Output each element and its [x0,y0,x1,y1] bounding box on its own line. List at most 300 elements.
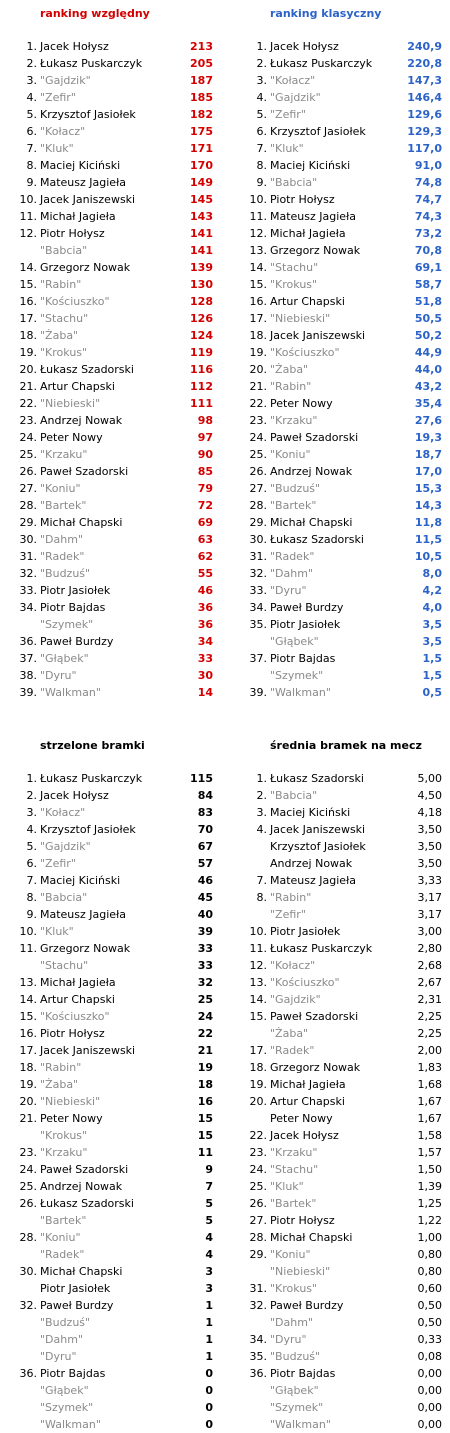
player-name: "Koniu" [40,1231,81,1244]
player-name: Andrzej Nowak [270,465,353,478]
player-name: Grzegorz Nowak [270,244,361,257]
table-row [0,889,225,906]
rank-position: 29. [19,516,37,529]
player-name: Mateusz Jagieła [270,874,356,887]
player-name: "Babcia" [40,244,88,257]
table-row [225,1025,450,1042]
table-title: średnia bramek na mecz [270,739,422,752]
table-row [225,242,450,259]
table-row [225,1246,450,1263]
rank-position: 14. [19,993,37,1006]
table-row [225,1008,450,1025]
player-name: "Babcia" [270,176,318,189]
player-name: Paweł Burdzy [270,601,344,614]
player-score: 74,7 [414,193,442,206]
table-rows [225,770,450,1433]
table-row [225,1314,450,1331]
player-name: Peter Nowy [40,1112,103,1125]
rank-position: 17. [19,1044,37,1057]
rank-position: 15. [249,278,267,291]
rank-position: 16. [249,295,267,308]
player-score: 4 [205,1248,213,1261]
player-name: Piotr Hołysz [270,193,335,206]
table-row [225,446,450,463]
rank-position: 24. [19,431,37,444]
table-row [0,787,225,804]
player-name: "Krzaku" [270,414,318,427]
player-score: 33 [197,959,213,972]
table-row [225,1382,450,1399]
player-score: 170 [190,159,213,172]
player-score: 36 [197,618,213,631]
table-row [0,770,225,787]
table-row [225,480,450,497]
player-name: "Zefir" [270,108,306,121]
player-score: 143 [190,210,213,223]
player-name: "Niebieski" [270,1265,331,1278]
table-row [0,1331,225,1348]
player-name: Piotr Bajdas [270,652,336,665]
rank-position: 11. [19,210,37,223]
table-row [225,906,450,923]
rank-position: 3. [256,74,267,87]
rank-position: 27. [19,482,37,495]
player-score: 4 [205,1231,213,1244]
player-score: 0 [205,1418,213,1431]
player-score: 1,5 [422,652,442,665]
table-row [0,140,225,157]
player-name: Artur Chapski [270,295,345,308]
table-row [225,633,450,650]
player-name: "Rabin" [40,1061,82,1074]
player-score: 0 [205,1384,213,1397]
player-name: "Stachu" [40,312,89,325]
table-row [0,1161,225,1178]
table-row [225,1416,450,1433]
player-score: 1 [205,1333,213,1346]
player-name: Jacek Hołysz [270,40,339,53]
player-name: Mateusz Jagieła [40,908,126,921]
player-score: 46 [197,584,213,597]
player-score: 17,0 [414,465,442,478]
player-name: "Radek" [270,1044,315,1057]
player-name: "Kościuszko" [270,346,340,359]
player-name: "Stachu" [40,959,89,972]
table-row [225,89,450,106]
player-score: 98 [197,414,213,427]
table-row [225,1263,450,1280]
player-score: 34 [197,635,213,648]
player-score: 33 [197,652,213,665]
player-score: 18 [197,1078,213,1091]
player-name: "Dahm" [40,533,84,546]
table-row [0,838,225,855]
rank-position: 18. [249,329,267,342]
player-score: 1,5 [422,669,442,682]
player-score: 3 [205,1282,213,1295]
table-row [0,1195,225,1212]
rank-position: 30. [19,533,37,546]
player-name: "Walkman" [270,686,331,699]
table-rows [225,38,450,701]
table-row [0,327,225,344]
player-score: 1,57 [417,1146,442,1159]
rank-position: 28. [249,1231,267,1244]
rank-position: 20. [249,363,267,376]
rank-position: 6. [26,125,37,138]
rank-position: 14. [249,261,267,274]
table-row [0,429,225,446]
table-row [225,1229,450,1246]
player-name: Piotr Bajdas [40,601,106,614]
table-row [225,259,450,276]
table-row [225,344,450,361]
rank-position: 32. [249,1299,267,1312]
player-score: 18,7 [414,448,442,461]
player-score: 3,50 [417,857,442,870]
player-score: 21 [197,1044,213,1057]
player-score: 1,00 [417,1231,442,1244]
player-score: 74,3 [414,210,442,223]
player-name: Andrzej Nowak [40,414,123,427]
player-name: Mateusz Jagieła [40,176,126,189]
rank-position: 22. [249,397,267,410]
player-name: Krzysztof Jasiołek [270,840,366,853]
player-name: "Żaba" [270,1027,309,1040]
table-row [225,1059,450,1076]
rank-position: 29. [249,516,267,529]
table-row [225,55,450,72]
table-row [0,1144,225,1161]
table-row [0,804,225,821]
table-row [225,1076,450,1093]
player-score: 40 [197,908,213,921]
rank-position: 38. [19,669,37,682]
rank-position: 13. [249,244,267,257]
player-score: 8,0 [422,567,442,580]
rank-position: 33. [249,584,267,597]
player-name: "Babcia" [40,891,88,904]
table-row [225,514,450,531]
rank-position: 7. [26,874,37,887]
player-score: 0,80 [417,1265,442,1278]
player-name: "Zefir" [40,91,76,104]
table-row [0,1416,225,1433]
table-row [0,633,225,650]
table-row [225,174,450,191]
player-name: "Żaba" [40,329,79,342]
player-name: "Zefir" [40,857,76,870]
rank-position: 2. [256,57,267,70]
table-row [225,548,450,565]
player-name: Łukasz Szadorski [270,772,364,785]
table-row [0,1280,225,1297]
table-row [0,242,225,259]
player-name: "Gajdzik" [40,840,91,853]
player-name: Michał Jagieła [270,227,346,240]
table-row [0,1178,225,1195]
table-row [0,174,225,191]
player-name: "Budzuś" [40,1316,91,1329]
table-row [225,1110,450,1127]
rank-position: 19. [249,346,267,359]
player-name: "Dyru" [270,1333,307,1346]
table-row [0,1229,225,1246]
table-row [225,582,450,599]
rank-position: 32. [19,567,37,580]
player-name: "Walkman" [40,686,101,699]
rank-position: 19. [19,346,37,359]
rank-position: 4. [26,823,37,836]
table-row [225,531,450,548]
player-score: 2,68 [417,959,442,972]
table-row [225,225,450,242]
player-score: 35,4 [414,397,442,410]
player-name: Jacek Hołysz [270,1129,339,1142]
player-name: "Walkman" [40,1418,101,1431]
player-name: Peter Nowy [270,1112,333,1125]
player-score: 149 [190,176,213,189]
player-name: "Zefir" [270,908,306,921]
table-row [225,1127,450,1144]
player-score: 0,50 [417,1299,442,1312]
player-name: "Rabin" [40,278,82,291]
rank-position: 17. [249,1044,267,1057]
player-name: Piotr Hołysz [40,227,105,240]
player-score: 45 [197,891,213,904]
table-row [225,667,450,684]
rank-position: 5. [256,108,267,121]
player-score: 11,5 [414,533,442,546]
player-name: Michał Chapski [270,516,353,529]
rank-position: 3. [256,806,267,819]
player-name: Łukasz Puskarczyk [270,57,373,70]
table-row [0,89,225,106]
table-row [0,548,225,565]
player-name: Artur Chapski [270,1095,345,1108]
rank-position: 10. [249,925,267,938]
rank-position: 39. [19,686,37,699]
player-score: 57 [197,857,213,870]
player-score: 3,50 [417,840,442,853]
player-score: 126 [190,312,213,325]
table-row [225,889,450,906]
player-name: "Gajdzik" [270,91,321,104]
table-row [225,140,450,157]
player-score: 11 [197,1146,213,1159]
rank-position: 20. [249,1095,267,1108]
player-score: 43,2 [414,380,442,393]
rank-position: 34. [249,601,267,614]
player-name: Grzegorz Nowak [40,261,131,274]
table-row [225,787,450,804]
player-score: 70 [197,823,213,836]
player-name: "Krzaku" [270,1146,318,1159]
player-name: "Kluk" [40,925,74,938]
player-name: Łukasz Puskarczyk [270,942,373,955]
player-name: Michał Chapski [40,516,123,529]
player-name: "Kluk" [40,142,74,155]
rank-position: 12. [249,959,267,972]
player-name: "Koniu" [40,482,81,495]
player-score: 97 [197,431,213,444]
player-name: "Walkman" [270,1418,331,1431]
table-row [0,191,225,208]
player-score: 72 [197,499,213,512]
player-score: 33 [197,942,213,955]
table-row [0,1059,225,1076]
player-score: 2,25 [417,1010,442,1023]
player-name: "Żaba" [270,363,309,376]
rank-position: 11. [249,210,267,223]
rank-position: 34. [19,601,37,614]
table-row [225,1348,450,1365]
player-score: 116 [190,363,213,376]
player-name: "Dahm" [270,1316,314,1329]
player-name: Mateusz Jagieła [270,210,356,223]
player-score: 0 [205,1367,213,1380]
rank-position: 18. [19,329,37,342]
player-name: "Krokus" [40,346,88,359]
table-row [225,940,450,957]
player-score: 27,6 [414,414,442,427]
table-row [0,1008,225,1025]
player-name: "Niebieski" [40,1095,101,1108]
table-row [0,1127,225,1144]
table-row [0,1093,225,1110]
player-score: 11,8 [414,516,442,529]
player-name: "Kołacz" [40,125,86,138]
rank-position: 35. [249,618,267,631]
table-row [225,804,450,821]
player-name: Łukasz Puskarczyk [40,57,143,70]
rank-position: 12. [249,227,267,240]
player-name: Paweł Szadorski [270,431,359,444]
rank-position: 4. [256,91,267,104]
rank-position: 20. [19,363,37,376]
player-score: 69 [197,516,213,529]
table-row [225,395,450,412]
rank-position: 23. [19,414,37,427]
table-row [225,38,450,55]
player-score: 63 [197,533,213,546]
rank-position: 36. [19,635,37,648]
player-score: 62 [197,550,213,563]
table-row [225,157,450,174]
rank-position: 26. [19,465,37,478]
rank-position: 24. [249,431,267,444]
player-name: Artur Chapski [40,380,115,393]
player-name: Piotr Bajdas [40,1367,106,1380]
player-name: "Dahm" [40,1333,84,1346]
player-score: 2,67 [417,976,442,989]
player-score: 1 [205,1350,213,1363]
table-row [225,1331,450,1348]
player-score: 22 [197,1027,213,1040]
player-score: 147,3 [407,74,442,87]
player-score: 0,00 [417,1384,442,1397]
rank-position: 7. [26,142,37,155]
player-name: "Radek" [40,1248,85,1261]
rank-position: 28. [19,1231,37,1244]
player-name: Michał Jagieła [40,210,116,223]
table-row [0,1042,225,1059]
player-name: "Dyru" [40,669,77,682]
player-score: 19,3 [414,431,442,444]
rank-position: 21. [249,380,267,393]
rank-position: 25. [19,1180,37,1193]
rank-position: 2. [26,57,37,70]
player-name: "Niebieski" [40,397,101,410]
table-row [0,463,225,480]
player-name: "Kluk" [270,142,304,155]
player-score: 141 [190,227,213,240]
player-score: 67 [197,840,213,853]
player-score: 4,0 [422,601,442,614]
player-score: 2,25 [417,1027,442,1040]
player-name: Paweł Burdzy [40,1299,114,1312]
player-score: 5,00 [417,772,442,785]
player-score: 84 [197,789,213,802]
table-row [0,157,225,174]
player-score: 1,83 [417,1061,442,1074]
table-row [0,1314,225,1331]
player-score: 124 [190,329,213,342]
player-name: "Stachu" [270,261,319,274]
player-name: "Kołacz" [40,806,86,819]
player-score: 4,2 [422,584,442,597]
rank-position: 7. [256,142,267,155]
table-row [0,821,225,838]
rank-position: 32. [249,567,267,580]
rank-position: 30. [19,1265,37,1278]
rank-position: 6. [26,857,37,870]
rank-position: 9. [26,176,37,189]
table-row [225,1042,450,1059]
rank-position: 8. [26,891,37,904]
player-name: "Niebieski" [270,312,331,325]
table-row [225,770,450,787]
rank-position: 25. [249,448,267,461]
table-row [0,906,225,923]
player-score: 39 [197,925,213,938]
rank-position: 24. [19,1163,37,1176]
player-name: "Radek" [270,550,315,563]
table-row [0,923,225,940]
rank-position: 6. [256,125,267,138]
rank-position: 3. [26,806,37,819]
player-name: Krzysztof Jasiołek [40,108,136,121]
table-row [225,1280,450,1297]
table-row [225,1297,450,1314]
player-name: "Rabin" [270,891,312,904]
rank-position: 26. [249,1197,267,1210]
player-name: Paweł Szadorski [40,1163,129,1176]
table-row [0,55,225,72]
player-name: "Bartek" [270,1197,317,1210]
table-row [0,582,225,599]
rank-position: 15. [249,1010,267,1023]
player-name: "Dahm" [270,567,314,580]
rank-position: 36. [249,1367,267,1380]
player-score: 117,0 [407,142,442,155]
table-row [0,1365,225,1382]
player-name: "Stachu" [270,1163,319,1176]
rank-position: 37. [19,652,37,665]
player-score: 50,5 [414,312,442,325]
rank-position: 33. [19,584,37,597]
rank-position: 9. [256,176,267,189]
